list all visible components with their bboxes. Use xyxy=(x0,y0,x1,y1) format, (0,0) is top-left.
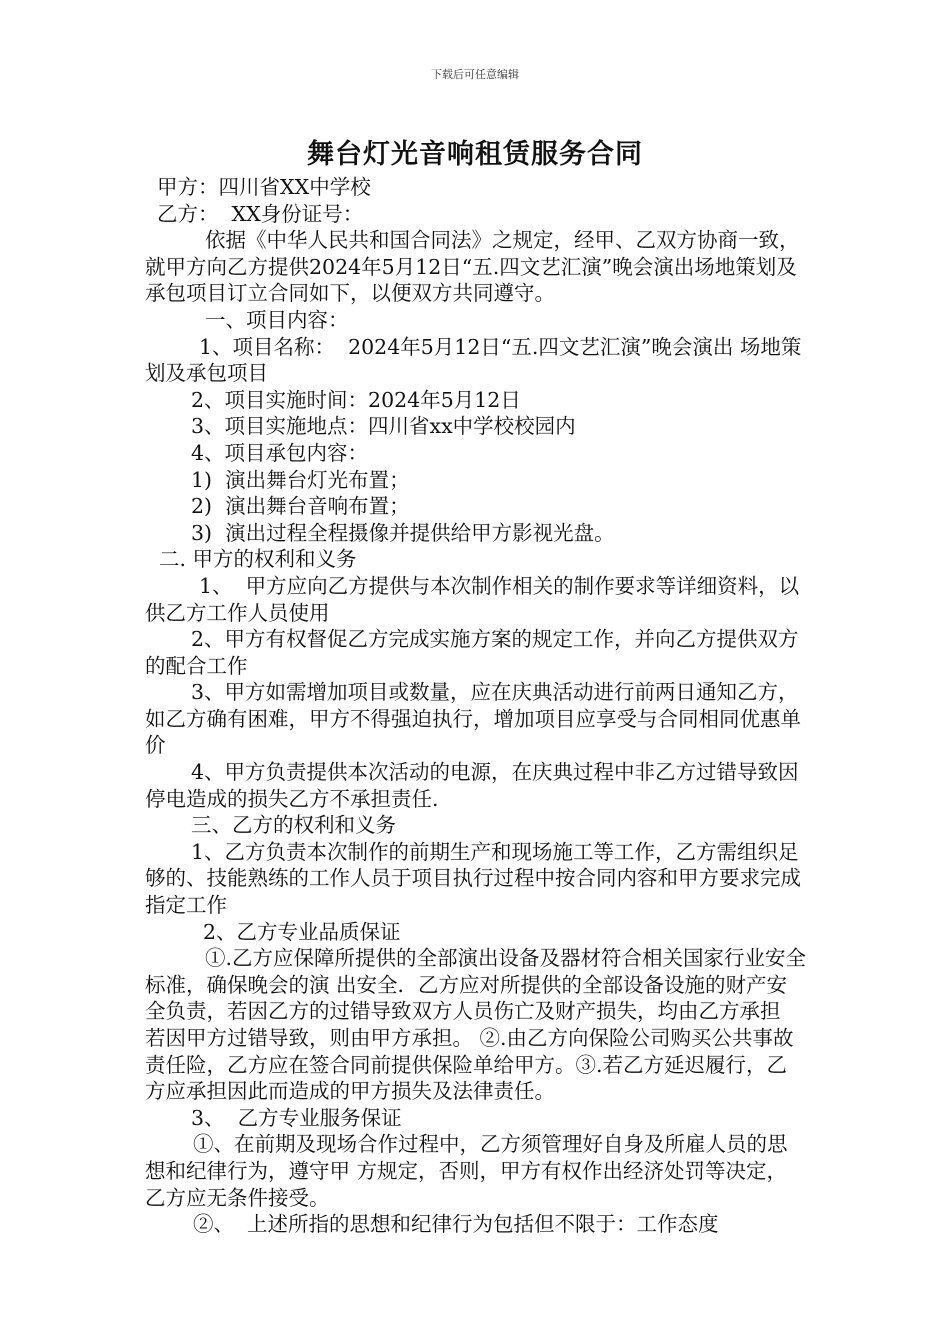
item-3-2-heading: 2、乙方专业品质保证 xyxy=(203,919,401,944)
item-3-2-body: ①.乙方应保障所提供的全部演出设备及器材符合相关国家行业安全标准，确保晚会的演 出安全．乙方应对所提供的全部设备设施的财产安全负责，若因乙方的过错导致双方人员伤亡及财产损失，均由乙方承担 若因甲方过错导致，则由甲方承担。 ②.由乙方向保险公司购买公共事故责任险，乙方应在签合同前提供保险单给甲方。③.若乙方延迟履行，乙方应承担因此而造成的甲方损失及法律责任。 xyxy=(145,946,807,1104)
section-heading-3: 三、乙方的权利和义务 xyxy=(191,813,396,838)
preamble-paragraph: 依据《中华人民共和国合同法》之规定，经甲、乙双方协商一致，就甲方向乙方提供2024年5月12日“五.四文艺汇演”晚会演出场地策划及承包项目订立合同如下，以便双方共同遵守。 xyxy=(145,228,800,306)
item-3-3-body-1: ①、在前期及现场合作过程中，乙方须管理好自身及所雇人员的思想和纪律行为，遵守甲 方规定，否则，甲方有权作出经济处罚等决定，乙方应无条件接受。 xyxy=(145,1132,788,1210)
item-3-1: 1、乙方负责本次制作的前期生产和现场施工等工作，乙方需组织足够的、技能熟练的工作人员于项目执行过程中按合同内容和甲方要求完成指定工作 xyxy=(145,839,801,918)
item-2-4: 4、甲方负责提供本次活动的电源，在庆典过程中非乙方过错导致因停电造成的损失乙方不承担责任. xyxy=(145,760,799,811)
item-3-3-heading: 3、 乙方专业服务保证 xyxy=(191,1105,402,1130)
header-note: 下载后可任意编辑 xyxy=(431,68,519,81)
item-1-4: 4、项目承包内容： xyxy=(191,440,369,465)
section-heading-2: 二. 甲方的权利和义务 xyxy=(159,547,357,572)
party-b-line: 乙方： XX身份证号： xyxy=(157,201,364,226)
item-1-2: 2、项目实施时间：2024年5月12日 xyxy=(191,387,521,412)
item-1-1: 1、项目名称： 2024年5月12日“五.四文艺汇演”晚会演出 场地策划及承包项目 xyxy=(145,334,802,386)
sub-item-1: 1) 演出舞台灯光布置； xyxy=(191,467,410,492)
document-title: 舞台灯光音响租赁服务合同 xyxy=(307,139,643,170)
sub-item-2: 2) 演出舞台音响布置； xyxy=(191,494,410,519)
item-3-3-body-2: ②、 上述所指的思想和纪律行为包括但不限于：工作态度 xyxy=(193,1212,719,1237)
party-a-line: 甲方：四川省XX中学校 xyxy=(157,175,371,199)
item-2-3: 3、甲方如需增加项目或数量，应在庆典活动进行前两日通知乙方，如乙方确有困难，甲方不得强迫执行，增加项目应享受与合同相同优惠单价 xyxy=(145,680,801,758)
item-2-2: 2、甲方有权督促乙方完成实施方案的规定工作，并向乙方提供双方的配合工作 xyxy=(145,627,799,678)
section-heading-1: 一、项目内容： xyxy=(205,307,349,332)
item-1-3: 3、项目实施地点：四川省xx中学校校园内 xyxy=(191,414,576,439)
sub-item-3: 3) 演出过程全程摄像并提供给甲方影视光盘。 xyxy=(191,520,615,545)
item-2-1: 1、 甲方应向乙方提供与本次制作相关的制作要求等详细资料，以供乙方工作人员使用 xyxy=(145,573,800,625)
contract-body xyxy=(145,174,807,1238)
